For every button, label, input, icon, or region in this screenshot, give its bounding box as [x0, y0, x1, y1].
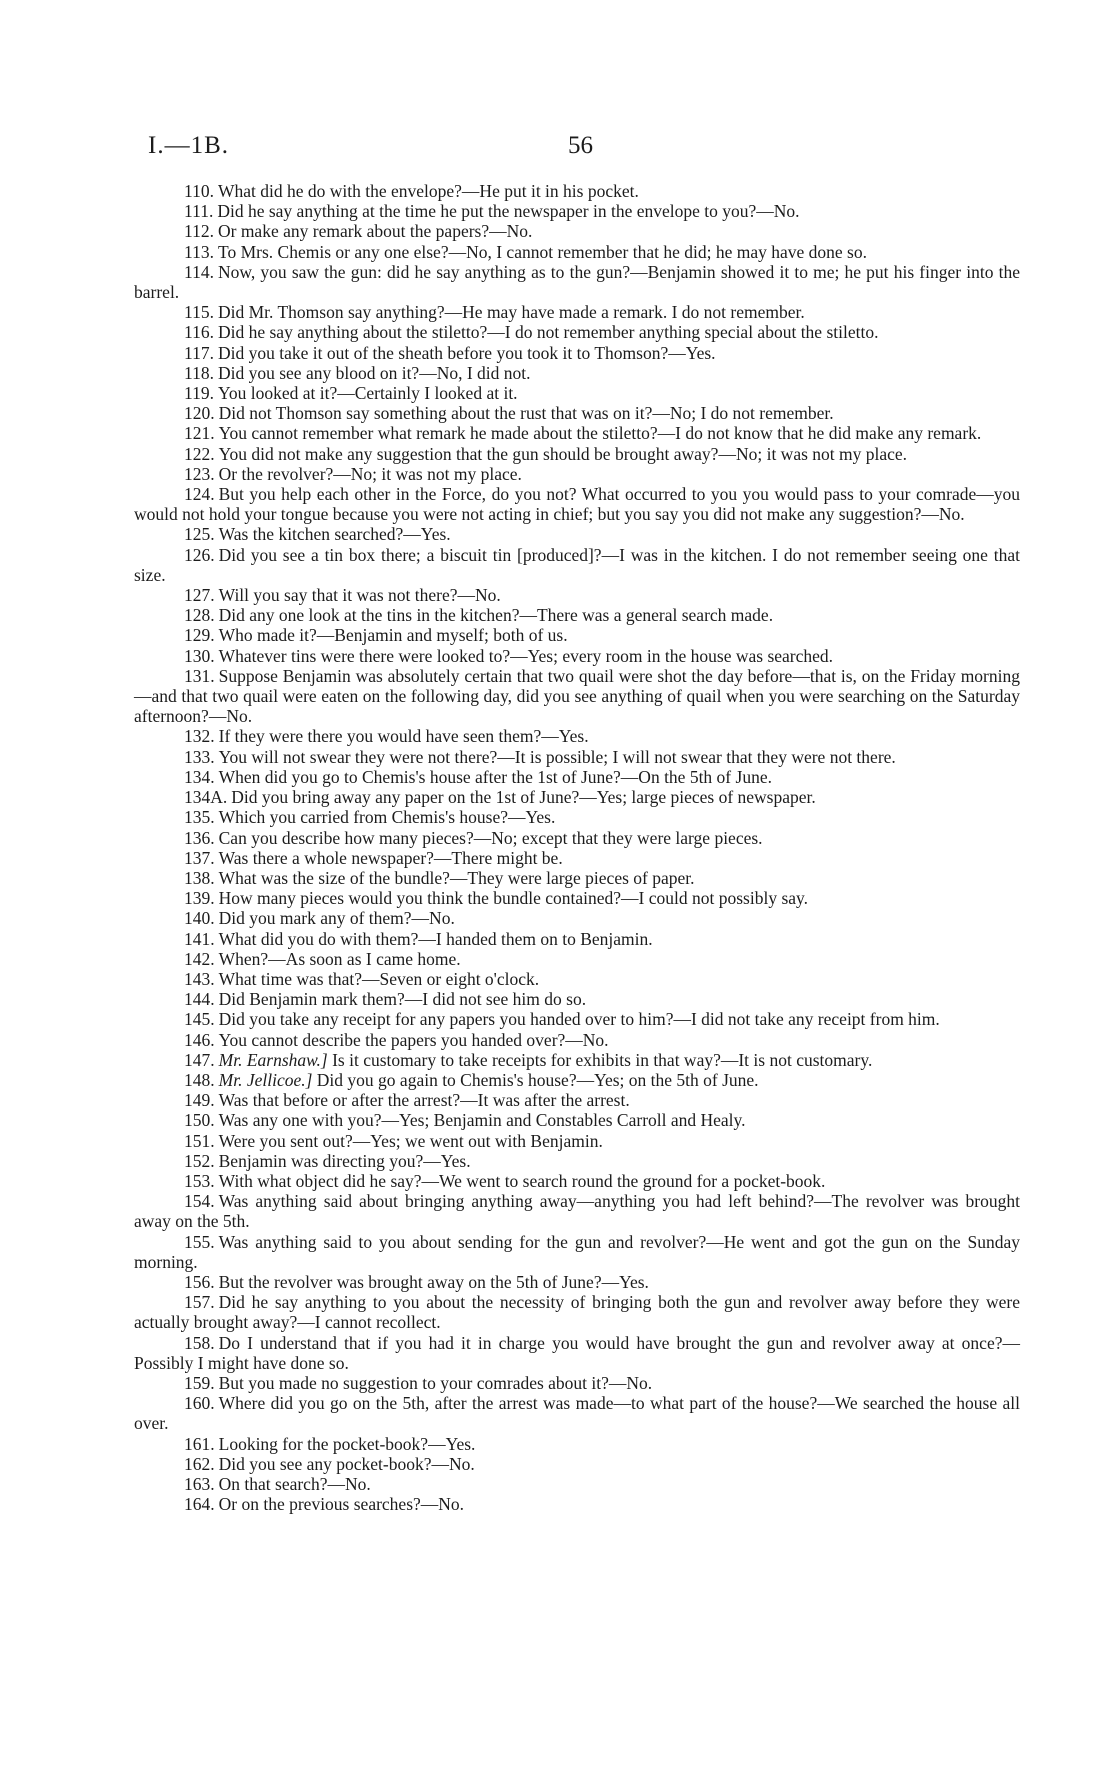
- question-number: 123.: [184, 463, 215, 484]
- question-answer-text: If they were there you would have seen them?—Yes.: [218, 726, 589, 747]
- question-answer-text: Did he say anything to you about the necessity of bringing both the gun and revolver away before they were actually brought away?—I cannot recollect.: [134, 1292, 1020, 1333]
- question-number: 150.: [184, 1110, 215, 1131]
- question-answer-text: Was the kitchen searched?—Yes.: [218, 524, 451, 545]
- question-answer-text: You cannot describe the papers you handed over?—No.: [218, 1029, 609, 1050]
- question-answer-text: Will you say that it was not there?—No.: [218, 585, 501, 606]
- question-paragraph: [134, 1393, 1020, 1433]
- question-answer-text: Where did you go on the 5th, after the arrest was made—to what part of the house?—We searched the house all over.: [134, 1393, 1020, 1434]
- question-number: 148.: [184, 1069, 215, 1090]
- question-number: 155.: [184, 1231, 215, 1252]
- question-paragraph: [134, 484, 1020, 524]
- question-answer-text: Or on the previous searches?—No.: [218, 1494, 465, 1515]
- question-number: 139.: [184, 888, 215, 909]
- question-paragraph: [134, 1232, 1020, 1272]
- question-number: 122.: [184, 443, 215, 464]
- question-answer-text: Did Benjamin mark them?—I did not see him do so.: [218, 989, 587, 1010]
- question-number: 146.: [184, 1029, 215, 1050]
- question-answer-text: Did you bring away any paper on the 1st of June?—Yes; large pieces of newspaper.: [231, 787, 816, 808]
- question-answer-text: Did you take any receipt for any papers you handed over to him?—I did not take any receipt from him.: [218, 1009, 940, 1030]
- question-answer-text: You cannot remember what remark he made about the stiletto?—I do not know that he did make any remark.: [218, 423, 982, 444]
- question-number: 134.: [184, 766, 215, 787]
- question-answer-text: Did Mr. Thomson say anything?—He may have made a remark. I do not remember.: [217, 302, 805, 323]
- question-paragraph: [134, 1151, 1020, 1171]
- question-number: 125.: [184, 524, 215, 545]
- question-paragraph: [134, 787, 1020, 807]
- question-paragraph: [134, 666, 1020, 727]
- question-answer-text: Did you see any pocket-book?—No.: [218, 1453, 475, 1474]
- question-paragraph: [134, 929, 1020, 949]
- question-paragraph: [134, 1474, 1020, 1494]
- question-answer-text: Was anything said about bringing anything away—anything you had left behind?—The revolver was brought away on the 5th.: [134, 1191, 1020, 1232]
- question-paragraph: [134, 524, 1020, 544]
- question-number: 142.: [184, 948, 215, 969]
- question-answer-text: What did you do with them?—I handed them on to Benjamin.: [218, 928, 653, 949]
- question-answer-text: Were you sent out?—Yes; we went out with Benjamin.: [218, 1130, 603, 1151]
- question-paragraph: [134, 1009, 1020, 1029]
- question-paragraph: [134, 888, 1020, 908]
- question-paragraph: [134, 1272, 1020, 1292]
- question-paragraph: [134, 201, 1020, 221]
- question-answer-text: Do I understand that if you had it in charge you would have brought the gun and revolver away at once?—Possibly I might have done so.: [134, 1332, 1020, 1373]
- question-paragraph: [134, 1110, 1020, 1130]
- question-paragraph: [134, 807, 1020, 827]
- question-number: 159.: [184, 1372, 215, 1393]
- question-number: 115.: [184, 302, 214, 323]
- question-answer-text: But you made no suggestion to your comrades about it?—No.: [218, 1372, 653, 1393]
- question-paragraph: [134, 605, 1020, 625]
- question-number: 162.: [184, 1453, 215, 1474]
- question-number: 136.: [184, 827, 215, 848]
- question-paragraph: [134, 625, 1020, 645]
- question-number: 137.: [184, 847, 215, 868]
- question-number: 124.: [184, 484, 215, 505]
- question-answer-text: With what object did he say?—We went to search round the ground for a pocket-book.: [218, 1170, 826, 1191]
- question-number: 154.: [184, 1191, 215, 1212]
- question-answer-text: Suppose Benjamin was absolutely certain that two quail were shot the day before—that is, on the Friday morning—and that two quail were eaten on the following day, did you see anything of quail when you were searching on the Saturday afternoon?—No.: [134, 665, 1020, 727]
- question-answer-text: Did not Thomson say something about the rust that was on it?—No; I do not remember.: [218, 403, 834, 424]
- question-number: 158.: [184, 1332, 215, 1353]
- question-answer-text: Did you see any blood on it?—No, I did not.: [217, 362, 531, 383]
- question-number: 117.: [184, 342, 214, 363]
- question-number: 111.: [184, 201, 214, 222]
- question-number: 121.: [184, 423, 215, 444]
- question-paragraph: [134, 726, 1020, 746]
- question-number: 157.: [184, 1292, 215, 1313]
- question-number: 156.: [184, 1271, 215, 1292]
- question-answer-text: Now, you saw the gun: did he say anything as to the gun?—Benjamin showed it to me; he put his finger into the barrel.: [134, 261, 1020, 303]
- question-number: 134A.: [184, 787, 228, 808]
- question-paragraph: [134, 868, 1020, 888]
- question-answer-text: Or make any remark about the papers?—No.: [217, 221, 533, 242]
- question-paragraph: [134, 363, 1020, 383]
- question-number: 128.: [184, 605, 215, 626]
- question-paragraph: [134, 1454, 1020, 1474]
- question-paragraph: [134, 343, 1020, 363]
- question-answer-text: Was anything said to you about sending for the gun and revolver?—He went and got the gun on the Sunday morning.: [134, 1231, 1020, 1272]
- question-number: 116.: [184, 322, 214, 343]
- question-number: 138.: [184, 867, 215, 888]
- question-answer-text: To Mrs. Chemis or any one else?—No, I cannot remember that he did; he may have done so.: [217, 241, 867, 262]
- question-number: 114.: [184, 261, 214, 282]
- question-paragraph: [134, 1292, 1020, 1332]
- question-paragraph: [134, 747, 1020, 767]
- question-paragraph: [134, 423, 1020, 443]
- question-answer-text: Benjamin was directing you?—Yes.: [218, 1150, 471, 1171]
- question-number: 143.: [184, 968, 215, 989]
- question-answer-text: Did you mark any of them?—No.: [218, 908, 455, 929]
- question-answer-text: Did he say anything about the stiletto?—I do not remember anything special about the stiletto.: [217, 322, 879, 343]
- question-answer-text: Or the revolver?—No; it was not my place.: [218, 463, 522, 484]
- question-answer-text: You will not swear they were not there?—It is possible; I will not swear that they were not there.: [218, 746, 896, 767]
- question-paragraph: [134, 989, 1020, 1009]
- question-number: 132.: [184, 726, 215, 747]
- question-paragraph: [134, 585, 1020, 605]
- question-paragraph: [134, 1171, 1020, 1191]
- question-answer-text: Did you take it out of the sheath before you took it to Thomson?—Yes.: [217, 342, 716, 363]
- question-number: 112.: [184, 221, 214, 242]
- question-number: 153.: [184, 1170, 215, 1191]
- question-number: 120.: [184, 403, 215, 424]
- question-paragraph: [134, 262, 1020, 302]
- question-answer-text: But the revolver was brought away on the 5th of June?—Yes.: [218, 1271, 649, 1292]
- question-number: 149.: [184, 1090, 215, 1111]
- question-number: 160.: [184, 1393, 215, 1414]
- question-number: 145.: [184, 1009, 215, 1030]
- document-reference: I.—1B.: [148, 132, 229, 159]
- question-answer-text: Did you go again to Chemis's house?—Yes; on the 5th of June.: [316, 1069, 759, 1090]
- question-paragraph: [134, 646, 1020, 666]
- question-number: 130.: [184, 645, 215, 666]
- question-number: 144.: [184, 989, 215, 1010]
- question-number: 152.: [184, 1150, 215, 1171]
- page-number: 56: [568, 132, 593, 159]
- question-paragraph: [134, 1090, 1020, 1110]
- question-paragraph: [134, 1494, 1020, 1514]
- question-number: 135.: [184, 807, 215, 828]
- question-number: 118.: [184, 362, 214, 383]
- question-number: 147.: [184, 1049, 215, 1070]
- question-number: 127.: [184, 585, 215, 606]
- question-paragraph: [134, 322, 1020, 342]
- question-number: 113.: [184, 241, 214, 262]
- question-answer-text: Whatever tins were there were looked to?—Yes; every room in the house was searched.: [218, 645, 834, 666]
- question-paragraph: [134, 1050, 1020, 1070]
- question-answer-text: When?—As soon as I came home.: [218, 948, 461, 969]
- question-paragraph: [134, 545, 1020, 585]
- question-answer-text: You did not make any suggestion that the gun should be brought away?—No; it was not my place.: [218, 443, 908, 464]
- question-answer-text: Was any one with you?—Yes; Benjamin and Constables Carroll and Healy.: [218, 1110, 746, 1131]
- question-answer-text: You looked at it?—Certainly I looked at it.: [217, 383, 518, 404]
- question-paragraph: [134, 383, 1020, 403]
- question-answer-text: On that search?—No.: [218, 1474, 371, 1494]
- question-paragraph: [134, 767, 1020, 787]
- question-paragraph: [134, 908, 1020, 928]
- question-paragraph: [134, 1434, 1020, 1454]
- speaker-name: Mr. Earnshaw.]: [218, 1049, 328, 1070]
- question-number: 141.: [184, 928, 215, 949]
- question-answer-text: What was the size of the bundle?—They were large pieces of paper.: [218, 867, 695, 888]
- question-paragraph: [134, 242, 1020, 262]
- question-answer-text: Was there a whole newspaper?—There might be.: [218, 847, 563, 868]
- question-paragraph: [134, 221, 1020, 241]
- question-answer-text: But you help each other in the Force, do you not? What occurred to you you would pass to your comrade—you would not hold your tongue because you were not acting in chief; but you say you did not make any suggestion?—No.: [134, 484, 1020, 525]
- question-paragraph: [134, 1373, 1020, 1393]
- question-answer-text: When did you go to Chemis's house after the 1st of June?—On the 5th of June.: [218, 766, 772, 787]
- question-paragraph: [134, 1131, 1020, 1151]
- question-number: 133.: [184, 746, 215, 767]
- question-number: 119.: [184, 383, 214, 404]
- question-paragraph: [134, 848, 1020, 868]
- question-answer-text: Looking for the pocket-book?—Yes.: [218, 1433, 476, 1454]
- question-paragraph: [134, 302, 1020, 322]
- question-answer-text: Which you carried from Chemis's house?—Yes.: [218, 807, 556, 828]
- question-number: 151.: [184, 1130, 215, 1151]
- page-header: [148, 132, 968, 166]
- speaker-name: Mr. Jellicoe.]: [218, 1069, 313, 1090]
- question-paragraph: [134, 444, 1020, 464]
- question-answer-text: Did you see a tin box there; a biscuit tin [produced]?—I was in the kitchen. I do not remember seeing one that size.: [134, 544, 1020, 585]
- question-paragraph: [134, 1070, 1020, 1090]
- question-answer-text: Was that before or after the arrest?—It was after the arrest.: [218, 1090, 630, 1111]
- question-answer-text: Did any one look at the tins in the kitchen?—There was a general search made.: [218, 605, 774, 626]
- question-number: 140.: [184, 908, 215, 929]
- question-paragraph: [134, 1030, 1020, 1050]
- question-answer-text: How many pieces would you think the bundle contained?—I could not possibly say.: [218, 888, 809, 909]
- question-answer-text: Is it customary to take receipts for exhibits in that way?—It is not customary.: [332, 1049, 873, 1070]
- transcript-body: [134, 181, 1020, 1514]
- question-number: 129.: [184, 625, 215, 646]
- question-number: 161.: [184, 1433, 215, 1454]
- question-paragraph: [134, 949, 1020, 969]
- question-number: 164.: [184, 1494, 215, 1515]
- question-number: 163.: [184, 1474, 215, 1494]
- question-answer-text: What time was that?—Seven or eight o'clock.: [218, 968, 540, 989]
- question-paragraph: [134, 181, 1020, 201]
- question-paragraph: [134, 969, 1020, 989]
- question-number: 110.: [184, 181, 214, 201]
- question-paragraph: [134, 828, 1020, 848]
- question-number: 126.: [184, 544, 215, 565]
- question-answer-text: What did he do with the envelope?—He put it in his pocket.: [217, 181, 639, 201]
- question-answer-text: Can you describe how many pieces?—No; except that they were large pieces.: [218, 827, 763, 848]
- question-paragraph: [134, 403, 1020, 423]
- question-answer-text: Did he say anything at the time he put the newspaper in the envelope to you?—No.: [217, 201, 800, 222]
- question-answer-text: Who made it?—Benjamin and myself; both of us.: [218, 625, 568, 646]
- question-paragraph: [134, 1333, 1020, 1373]
- question-paragraph: [134, 1191, 1020, 1231]
- question-paragraph: [134, 464, 1020, 484]
- question-number: 131.: [184, 665, 215, 686]
